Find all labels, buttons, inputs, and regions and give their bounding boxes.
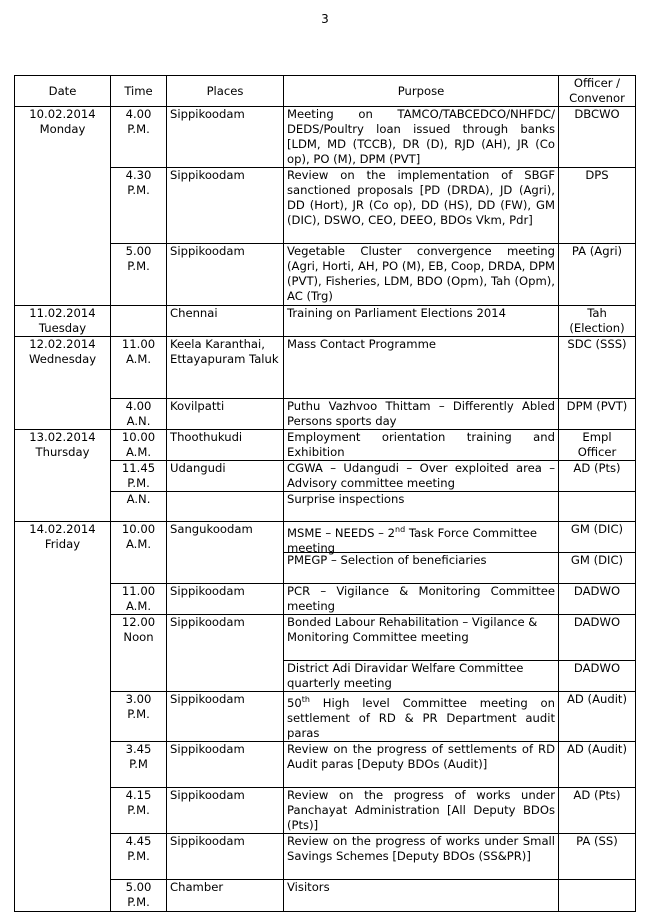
purpose-line: MSME – NEEDS – 2nd Task Force Committee meeting xyxy=(287,525,537,555)
time-value: 4.15 xyxy=(125,787,152,802)
header-time: Time xyxy=(111,76,167,107)
ordinal-suffix: nd xyxy=(395,525,406,534)
purpose-cell xyxy=(284,522,559,584)
officer-line: DADWO xyxy=(559,660,635,691)
purpose-cell: 50th High level Committee meeting on settlement of RD & PR Department audit paras xyxy=(284,692,559,742)
place-cell: Sippikoodam xyxy=(167,168,284,244)
time-cell xyxy=(111,615,167,692)
day-value: Tuesday xyxy=(38,321,87,335)
time-period: P.M. xyxy=(127,476,150,490)
time-cell xyxy=(111,492,167,522)
date-value: 13.02.2014 xyxy=(29,430,96,444)
place-cell: Keela Karanthai, Ettayapuram Taluk xyxy=(167,337,284,399)
time-cell xyxy=(111,399,167,430)
place-cell: Thoothukudi xyxy=(167,430,284,461)
time-value: 11.45 xyxy=(121,461,156,475)
day-value: Thursday xyxy=(35,445,90,459)
date-cell xyxy=(15,522,111,912)
time-value: 11.00 xyxy=(121,337,156,351)
time-value: A.N. xyxy=(126,492,151,506)
officer-cell: AD (Pts) xyxy=(559,461,636,492)
purpose-cell: PCR – Vigilance & Monitoring Committee meeting xyxy=(284,584,559,615)
header-date: Date xyxy=(15,76,111,107)
time-period: P.M xyxy=(129,756,148,771)
time-value: 3.00 xyxy=(125,692,152,706)
time-cell xyxy=(111,522,167,584)
date-cell xyxy=(15,107,111,306)
place-cell: Sangukoodam xyxy=(167,522,284,584)
date-cell xyxy=(15,306,111,337)
officer-cell: PA (SS) xyxy=(559,833,636,879)
header-purpose: Purpose xyxy=(284,76,559,107)
officer-line: GM (DIC) xyxy=(559,552,635,583)
time-period: P.M. xyxy=(127,894,150,909)
purpose-cell: Training on Parliament Elections 2014 xyxy=(284,306,559,337)
purpose-cell: Surprise inspections xyxy=(284,492,559,522)
time-value: 4.00 xyxy=(125,107,152,121)
officer-line: DADWO xyxy=(573,615,621,629)
purpose-cell: Review on the progress of works under Small Savings Schemes [Deputy BDOs (SS&PR)] xyxy=(284,833,559,879)
officer-cell xyxy=(559,492,636,522)
officer-cell: AD (Audit) xyxy=(559,692,636,742)
purpose-line: PMEGP – Selection of beneficiaries xyxy=(284,552,558,583)
officer-cell xyxy=(559,879,636,911)
place-cell xyxy=(167,492,284,522)
day-value: Friday xyxy=(44,537,81,551)
time-cell xyxy=(111,787,167,833)
place-cell: Sippikoodam xyxy=(167,615,284,692)
table-row xyxy=(15,306,636,337)
purpose-cell: CGWA – Udangudi – Over exploited area – Advisory committee meeting xyxy=(284,461,559,492)
purpose-cell: Vegetable Cluster convergence meeting (Agri, Horti, AH, PO (M), EB, Coop, DRDA, DPM (PVT), Fisheries, LDM, BDO (Opm), Tah (Opm), AC (Trg) xyxy=(284,244,559,306)
time-cell xyxy=(111,244,167,306)
purpose-cell: Visitors xyxy=(284,879,559,911)
time-value: 4.00 xyxy=(125,399,152,413)
time-period: Noon xyxy=(123,630,154,644)
time-cell xyxy=(111,430,167,461)
time-cell xyxy=(111,692,167,742)
day-value: Monday xyxy=(39,122,86,136)
officer-cell: SDC (SSS) xyxy=(559,337,636,399)
purpose-line: Bonded Labour Rehabilitation – Vigilance & Monitoring Committee meeting xyxy=(287,615,538,644)
time-period: P.M. xyxy=(127,183,150,197)
officer-cell: DADWO xyxy=(559,584,636,615)
officer-cell xyxy=(559,522,636,584)
table-row xyxy=(15,337,636,399)
place-cell: Sippikoodam xyxy=(167,244,284,306)
officer-cell: DPS xyxy=(559,168,636,244)
purpose-cell: Meeting on TAMCO/TABCEDCO/NHFDC/ DEDS/Poultry loan issued through banks [LDM, MD (TCCB), DR (D), RJD (AH), JR (Co op), PO (M), DPM (PVT] xyxy=(284,107,559,168)
place-cell: Sippikoodam xyxy=(167,741,284,787)
date-value: 11.02.2014 xyxy=(29,306,96,320)
purpose-cell: Mass Contact Programme xyxy=(284,337,559,399)
time-value: 11.00 xyxy=(121,584,156,598)
header-row xyxy=(15,76,636,107)
officer-cell: DBCWO xyxy=(559,107,636,168)
purpose-cell: Review on the progress of works under Panchayat Administration [All Deputy BDOs (Pts)] xyxy=(284,787,559,833)
time-period: P.M. xyxy=(127,122,150,136)
time-value: 4.30 xyxy=(125,168,152,182)
date-value: 10.02.2014 xyxy=(29,107,96,121)
table-row xyxy=(15,522,636,584)
time-value: 3.45 xyxy=(125,741,152,756)
place-cell: Chennai xyxy=(167,306,284,337)
officer-cell: AD (Audit) xyxy=(559,741,636,787)
place-cell: Udangudi xyxy=(167,461,284,492)
time-cell xyxy=(111,833,167,879)
purpose-line: District Adi Diravidar Welfare Committee quarterly meeting xyxy=(284,660,558,691)
time-period: P.M. xyxy=(127,707,150,721)
officer-cell: AD (Pts) xyxy=(559,787,636,833)
time-period: A.M. xyxy=(125,537,152,551)
time-value: 12.00 xyxy=(121,615,156,629)
officer-cell: Empl Officer xyxy=(559,430,636,461)
place-cell: Sippikoodam xyxy=(167,833,284,879)
time-period: P.M. xyxy=(127,848,150,863)
time-cell xyxy=(111,584,167,615)
time-cell xyxy=(111,879,167,911)
schedule-table xyxy=(14,75,636,912)
time-period: A.M. xyxy=(125,352,152,366)
purpose-cell: Review on the progress of settlements of RD Audit paras [Deputy BDOs (Audit)] xyxy=(284,741,559,787)
time-period: A.M. xyxy=(125,445,152,459)
time-period: P.M. xyxy=(127,259,150,273)
place-cell: Sippikoodam xyxy=(167,692,284,742)
header-places: Places xyxy=(167,76,284,107)
officer-cell: DPM (PVT) xyxy=(559,399,636,430)
place-cell: Sippikoodam xyxy=(167,107,284,168)
place-cell: Sippikoodam xyxy=(167,584,284,615)
time-value: 5.00 xyxy=(125,244,152,258)
time-period: P.M. xyxy=(127,802,150,817)
time-cell xyxy=(111,741,167,787)
officer-cell: PA (Agri) xyxy=(559,244,636,306)
date-value: 12.02.2014 xyxy=(29,337,96,351)
time-cell xyxy=(111,306,167,337)
time-value: 5.00 xyxy=(125,879,152,894)
place-cell: Kovilpatti xyxy=(167,399,284,430)
date-value: 14.02.2014 xyxy=(29,522,96,536)
ordinal-suffix: th xyxy=(301,695,310,704)
officer-cell xyxy=(559,615,636,692)
time-period: A.M. xyxy=(125,599,152,613)
date-cell xyxy=(15,337,111,430)
day-value: Wednesday xyxy=(28,352,97,366)
place-cell: Sippikoodam xyxy=(167,787,284,833)
officer-cell: Tah (Election) xyxy=(559,306,636,337)
time-value: 4.45 xyxy=(125,833,152,848)
table-row xyxy=(15,430,636,461)
time-cell xyxy=(111,107,167,168)
purpose-cell: Puthu Vazhvoo Thittam – Differently Abled Persons sports day xyxy=(284,399,559,430)
page-number: 3 xyxy=(321,12,329,26)
table-row xyxy=(15,107,636,168)
officer-line: GM (DIC) xyxy=(570,522,624,536)
header-officer: Officer / Convenor xyxy=(559,76,636,107)
place-cell: Chamber xyxy=(167,879,284,911)
purpose-cell: Review on the implementation of SBGF sanctioned proposals [PD (DRDA), JD (Agri), DD (Hort), JR (Co op), DD (HS), DD (FW), GM (DIC), DSWO, CEO, DEEO, BDOs Vkm, Pdr] xyxy=(284,168,559,244)
purpose-cell xyxy=(284,615,559,692)
purpose-cell: Employment orientation training and Exhibition xyxy=(284,430,559,461)
time-value: 10.00 xyxy=(121,522,156,536)
time-cell xyxy=(111,168,167,244)
time-cell xyxy=(111,337,167,399)
date-cell xyxy=(15,430,111,522)
time-cell xyxy=(111,461,167,492)
time-period: A.N. xyxy=(126,414,151,428)
time-value: 10.00 xyxy=(121,430,156,444)
